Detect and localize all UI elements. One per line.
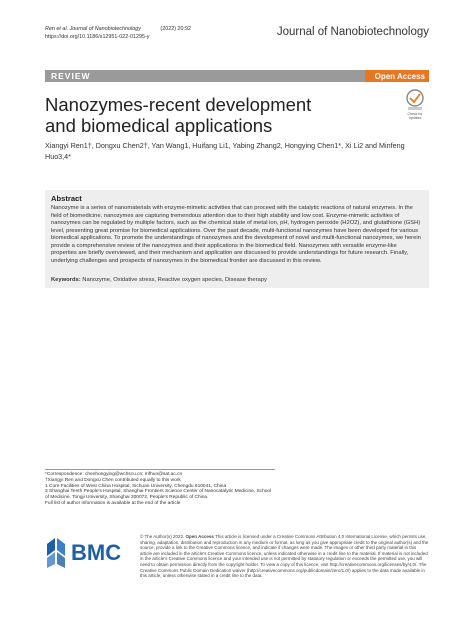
- author-info-note: Full list of author information is available at the end of the article: [45, 500, 181, 506]
- footnotes: [45, 469, 275, 507]
- article-title: [45, 94, 311, 136]
- license-body: This article is licensed under a Creative Commons Attribution 4.0 International License, which permits use, sharing, adaptation, distribution and reproduction in any medium or format, as long as you give appropriate credit to the original author(s) and the source, provide a link to the Creative Commons licence, and indicate if changes were made. The images or other third party material in this article are included in the article's Creative Commons licence, unless indicated otherwise in a credit line to the material. If material is not included in the article's Creative Commons licence and your intended use is not permitted by statutory regulation or exceeds the permitted use, you will need to obtain permission directly from the copyright holder. To view a copy of this licence, visit http://creativecommons.org/licenses/by/4.0/. The Creative Commons Public Domain Dedication waiver (http://creativecommons.org/publicdomain/zero/1.0/) applies to the data made available in this article, unless otherwise stated in a credit line to the data.: [140, 534, 429, 579]
- affiliation-note-1: 1 Core Facilities of West China Hospital, Sichuan University, Chengdu 610041, China: [45, 483, 227, 489]
- keywords: [51, 277, 267, 283]
- bmc-logo-text: BMC: [71, 540, 122, 565]
- doi-link[interactable]: https://doi.org/10.1186/s12951-022-01295-y: [45, 33, 150, 40]
- journal-name: Journal of Nanobiotechnology: [276, 26, 429, 38]
- abstract-box: [45, 190, 429, 288]
- citation-year: (2022) 20:92: [160, 26, 191, 32]
- equal-contribution-note: †Xiangyi Ren and Dongxu Chen contributed equally to this work: [45, 477, 181, 483]
- section-banner: [45, 70, 429, 82]
- copyright: © The Author(s) 2022.: [140, 534, 185, 539]
- check-for-updates-label: Check for updates: [407, 112, 423, 120]
- citation-header: [45, 26, 191, 41]
- license-text: [140, 534, 429, 579]
- section-label: REVIEW: [51, 71, 91, 81]
- affiliation-note-3: 3 Shanghai Tenth People's Hospital, Shanghai Frontiers Science Center of Nanocatalytic Medicine, School of Medicine, Tongji University, Shanghai 200072, People's Republic of China: [45, 489, 272, 501]
- license-open-access: Open Access: [185, 534, 214, 539]
- keywords-label: Keywords:: [51, 277, 81, 283]
- check-for-updates-icon[interactable]: [405, 88, 425, 112]
- correspondence-note: *Correspondence: chenhongying@wchscu.cn; mfhuo@sat.ac.cn: [45, 472, 183, 477]
- title-line-1: Nanozymes-recent development: [45, 94, 312, 115]
- title-line-2: and biomedical applications: [45, 115, 273, 136]
- authors-text: Xiangyi Ren1†, Dongxu Chen2†, Yan Wang1, Huifang Li1, Yabing Zhang2, Hongying Chen1*, Xi Li2 and Minfeng Huo3,4*: [45, 141, 405, 161]
- abstract-body: Nanozyme is a series of nanomaterials with enzyme-mimetic activities that can proceed with the catalytic reactions of natural enzymes. In the field of biomedicine, nanozymes are capturing tremendous attention due to their high stability and low cost. Enzyme-mimetic activities of nanozymes can be regulated by multiple factors, such as the chemical state of metal ion, pH, hydrogen peroxide (H2O2), and glutathione (GSH) level, presenting great promise for biomedical applications. Over the past decade, multi-functional nanozymes have been developed for various biomedical applications. To promote the understandings of nanozymes and the development of novel and multi-functional nanozymes, we herein provide a comprehensive review of the nanozymes and their applications in the biomedical field. Nanozymes with versatile enzyme-like properties are briefly overviewed, and their mechanism and application are discussed to provide understandings for future research. Finally, underlying challenges and prospects of nanozymes in the biomedical frontier are discussed in this review.: [51, 205, 421, 264]
- open-access-badge: [365, 70, 429, 82]
- open-access-label: Open Access: [374, 71, 425, 81]
- author-list: [45, 141, 425, 162]
- abstract-heading: Abstract: [51, 194, 82, 203]
- citation-text: Ren et al. Journal of Nanobiotechnology: [45, 26, 141, 32]
- keywords-list: Nanozyme, Oxidative stress, Reactive oxygen species, Disease therapy: [82, 277, 267, 283]
- bmc-logo: [45, 536, 135, 568]
